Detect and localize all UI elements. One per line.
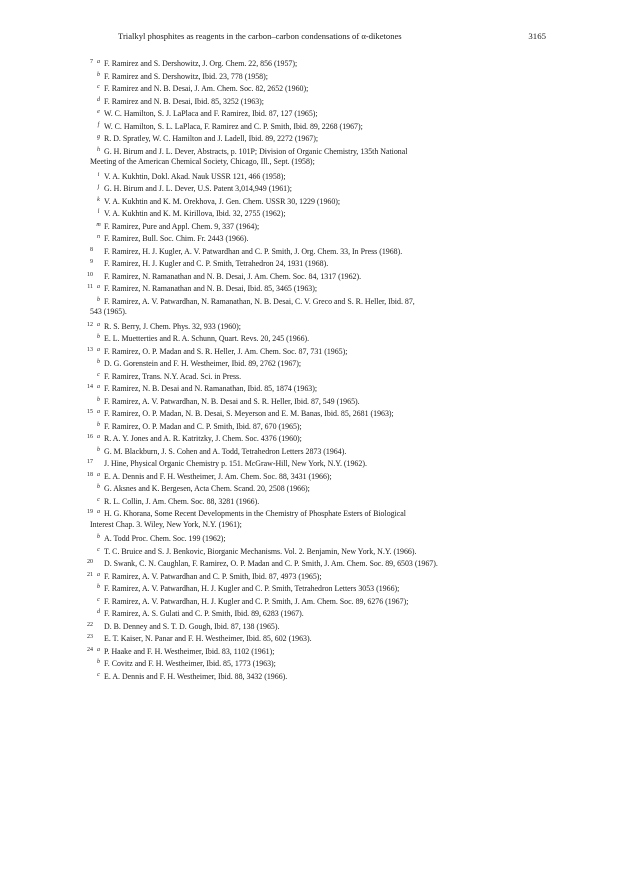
page-number: 3165 <box>528 31 546 41</box>
reference-letter: b <box>97 334 100 340</box>
reference-number: 7 <box>90 59 93 65</box>
reference-text: F. Ramirez, H. J. Kugler and C. P. Smith, Tetrahedron 24, 1931 (1968). <box>104 259 329 268</box>
reference-text: D. Swank, C. N. Caughlan, F. Ramirez, O. P. Madan and C. P. Smith, J. Am. Chem. Soc. 89, 6503 (1967). <box>104 559 438 568</box>
reference-text: F. Ramirez, A. V. Patwardhan, N. B. Desai and S. R. Heller, Ibid. 87, 549 (1965). <box>104 396 360 406</box>
reference-letter: a <box>97 284 100 290</box>
reference-entry <box>79 506 406 518</box>
reference-continuation <box>90 519 242 531</box>
reference-letter: b <box>97 421 100 428</box>
reference-text: H. G. Khorana, Some Recent Developments in the Chemistry of Phosphate Esters of Biological <box>104 509 406 518</box>
reference-number: 23 <box>87 634 93 640</box>
reference-entry <box>79 206 286 218</box>
reference-letter: b <box>97 396 100 403</box>
reference-text: F. Ramirez, A. V. Patwardhan, H. J. Kugler and C. P. Smith, Tetrahedron Letters 3053 (1966); <box>104 584 400 593</box>
reference-text: E. A. Dennis and F. H. Westheimer, J. Am. Chem. Soc. 88, 3431 (1966); <box>104 471 332 481</box>
reference-text: V. A. Kukhtin and K. M. Kirillova, Ibid. 32, 2755 (1962); <box>104 209 286 218</box>
reference-letter: g <box>97 134 100 140</box>
reference-entry <box>79 56 297 68</box>
reference-entry <box>79 331 309 343</box>
reference-entry <box>79 319 241 331</box>
reference-entry <box>79 244 402 256</box>
reference-text: F. Ramirez, A. V. Patwardhan, N. Ramanathan, N. B. Desai, C. V. Greco and S. R. Heller, Ibid. 87, <box>104 296 415 306</box>
reference-text: V. A. Kukhtin, Dokl. Akad. Nauk USSR 121, 466 (1958); <box>104 171 286 181</box>
reference-entry <box>79 81 308 93</box>
reference-entry <box>79 94 264 106</box>
reference-text: F. Ramirez, Bull. Soc. Chim. Fr. 2443 (1966). <box>104 234 249 243</box>
reference-text: F. Ramirez, N. Ramanathan and N. B. Desai, Ibid. 85, 3465 (1963); <box>104 284 318 293</box>
reference-letter: i <box>97 171 100 178</box>
reference-text: T. C. Bruice and S. J. Benkovic, Biorganic Mechanisms. Vol. 2. Benjamin, New York, N.Y. (1966). <box>104 546 417 556</box>
reference-letter: a <box>97 434 100 440</box>
reference-number: 21 <box>87 571 93 578</box>
reference-number: 18 <box>87 471 93 478</box>
reference-letter: a <box>97 646 100 653</box>
reference-entry <box>79 606 304 618</box>
reference-letter: a <box>97 409 100 415</box>
reference-text: F. Ramirez, A. S. Gulati and C. P. Smith, Ibid. 89, 6283 (1967). <box>104 609 304 618</box>
reference-entry <box>79 531 226 543</box>
reference-entry <box>79 294 415 306</box>
reference-number: 11 <box>87 284 93 290</box>
reference-text: W. C. Hamilton, S. J. LaPlaca and F. Ramirez, Ibid. 87, 127 (1965); <box>104 109 318 118</box>
reference-letter: b <box>97 71 100 78</box>
reference-entry <box>79 406 394 418</box>
reference-entry <box>79 394 360 406</box>
reference-text: G. Aksnes and K. Bergesen, Acta Chem. Scand. 20, 2508 (1966); <box>104 484 310 493</box>
reference-number: 10 <box>87 271 93 278</box>
reference-entry <box>79 594 408 606</box>
reference-entry <box>79 219 259 231</box>
reference-text: G. M. Blackburn, J. S. Cohen and A. Todd, Tetrahedron Letters 2873 (1964). <box>104 446 347 456</box>
reference-text: D. G. Gorenstein and F. H. Westheimer, Ibid. 89, 2762 (1967); <box>104 359 302 368</box>
reference-number: 12 <box>87 321 93 328</box>
reference-text: F. Ramirez and S. Dershowitz, Ibid. 23, 778 (1958); <box>104 71 268 81</box>
reference-letter: b <box>97 296 100 303</box>
reference-number: 22 <box>87 621 93 628</box>
reference-text: R. A. Y. Jones and A. R. Katritzky, J. Chem. Soc. 4376 (1960); <box>104 434 302 443</box>
reference-entry <box>79 144 407 156</box>
reference-entry <box>79 631 312 643</box>
reference-entry <box>79 644 274 656</box>
reference-text: F. Ramirez, O. P. Madan and S. R. Heller, J. Am. Chem. Soc. 87, 731 (1965); <box>104 346 348 356</box>
reference-entry <box>79 369 241 381</box>
reference-entry <box>79 419 302 431</box>
reference-number: 14 <box>87 384 93 390</box>
reference-letter: n <box>97 234 100 240</box>
reference-entry <box>79 169 286 181</box>
reference-letter: c <box>97 671 100 678</box>
reference-entry <box>79 131 318 143</box>
reference-text: J. Hine, Physical Organic Chemistry p. 151. McGraw-Hill, New York, N.Y. (1962). <box>104 459 367 468</box>
reference-entry <box>79 381 317 393</box>
reference-entry <box>79 656 276 668</box>
reference-letter: e <box>97 109 100 115</box>
reference-text: W. C. Hamilton, S. L. LaPlaca, F. Ramirez and C. P. Smith, Ibid. 89, 2268 (1967); <box>104 121 363 131</box>
reference-entry <box>79 544 416 556</box>
reference-text: F. Ramirez and N. B. Desai, J. Am. Chem. Soc. 82, 2652 (1960); <box>104 84 309 93</box>
reference-text: F. Covitz and F. H. Westheimer, Ibid. 85, 1773 (1963); <box>104 659 276 668</box>
reference-letter: k <box>97 196 100 203</box>
reference-text: F. Ramirez, H. J. Kugler, A. V. Patwardhan and C. P. Smith, J. Org. Chem. 33, In Press (1968). <box>104 246 403 256</box>
reference-entry <box>79 456 367 468</box>
reference-letter: a <box>97 346 100 353</box>
reference-entry <box>79 619 279 631</box>
reference-letter: b <box>97 446 100 453</box>
reference-text: V. A. Kukhtin and K. M. Orekhova, J. Gen. Chem. USSR 30, 1229 (1960); <box>104 196 341 206</box>
reference-number: 13 <box>87 346 93 353</box>
reference-entry <box>79 569 322 581</box>
reference-entry <box>79 481 310 493</box>
reference-entry <box>79 469 332 481</box>
reference-text: R. S. Berry, J. Chem. Phys. 32, 933 (1960); <box>104 321 241 331</box>
reference-text: A. Todd Proc. Chem. Soc. 199 (1962); <box>104 534 226 543</box>
reference-entry <box>79 269 361 281</box>
reference-text: F. Ramirez and S. Dershowitz, J. Org. Chem. 22, 856 (1957); <box>104 59 298 68</box>
reference-text: Meeting of the American Chemical Society, Chicago, Ill., Sept. (1958); <box>90 157 315 166</box>
reference-letter: a <box>97 384 100 390</box>
reference-number: 17 <box>87 459 93 465</box>
reference-letter: c <box>97 496 100 503</box>
reference-letter: b <box>97 584 100 590</box>
reference-letter: c <box>97 596 100 603</box>
reference-text: G. H. Birum and J. L. Dever, U.S. Patent 3,014,949 (1961); <box>104 184 292 193</box>
reference-text: G. H. Birum and J. L. Dever, Abstracts, p. 101P; Division of Organic Chemistry, 135th National <box>104 146 408 156</box>
reference-letter: d <box>97 96 100 103</box>
reference-entry <box>79 69 268 81</box>
reference-text: 543 (1965). <box>90 307 127 316</box>
reference-entry <box>79 256 328 268</box>
reference-text: F. Ramirez, A. V. Patwardhan and C. P. Smith, Ibid. 87, 4973 (1965); <box>104 571 322 581</box>
reference-entry <box>79 344 347 356</box>
reference-text: P. Haake and F. H. Westheimer, Ibid. 83, 1102 (1961); <box>104 646 275 656</box>
reference-number: 24 <box>87 646 93 653</box>
reference-text: R. L. Collin, J. Am. Chem. Soc. 88, 3281 (1966). <box>104 496 260 506</box>
reference-entry <box>79 444 346 456</box>
reference-entry <box>79 356 301 368</box>
reference-entry <box>79 281 317 293</box>
reference-letter: b <box>97 359 100 365</box>
reference-letter: h <box>97 146 100 153</box>
reference-text: D. B. Denney and S. T. D. Gough, Ibid. 87, 138 (1965). <box>104 621 280 631</box>
reference-text: F. Ramirez, N. B. Desai and N. Ramanathan, Ibid. 85, 1874 (1963); <box>104 384 318 393</box>
reference-text: F. Ramirez, O. P. Madan and C. P. Smith, Ibid. 87, 670 (1965); <box>104 421 302 431</box>
reference-entry <box>79 119 363 131</box>
reference-entry <box>79 231 248 243</box>
reference-number: 19 <box>87 509 93 515</box>
reference-entry <box>79 556 438 568</box>
reference-text: Interest Chap. 3. Wiley, New York, N.Y. (1961); <box>90 519 242 529</box>
reference-number: 8 <box>90 246 93 253</box>
reference-letter: a <box>97 471 100 478</box>
reference-letter: a <box>97 509 100 515</box>
reference-letter: c <box>97 546 100 553</box>
reference-text: F. Ramirez, A. V. Patwardhan, H. J. Kugler and C. P. Smith, J. Am. Chem. Soc. 89, 6276 (1967); <box>104 596 409 606</box>
running-header <box>118 31 546 45</box>
reference-entry <box>79 194 340 206</box>
reference-text: F. Ramirez, N. Ramanathan and N. B. Desai, J. Am. Chem. Soc. 84, 1317 (1962). <box>104 271 362 281</box>
reference-text: E. T. Kaiser, N. Panar and F. H. Westheimer, Ibid. 85, 602 (1963). <box>104 634 312 643</box>
reference-letter: b <box>97 484 100 490</box>
reference-letter: c <box>97 84 100 90</box>
reference-letter: b <box>97 534 100 540</box>
reference-letter: a <box>97 571 100 578</box>
reference-entry <box>79 581 399 593</box>
running-title: Trialkyl phosphites as reagents in the carbon–carbon condensations of α-diketones <box>118 31 402 41</box>
reference-entry <box>79 106 318 118</box>
reference-text: E. L. Muetterties and R. A. Schunn, Quart. Revs. 20, 245 (1966). <box>104 334 310 343</box>
reference-continuation <box>90 156 315 168</box>
reference-entry <box>79 669 287 681</box>
reference-letter: a <box>97 59 100 65</box>
reference-text: F. Ramirez, O. P. Madan, N. B. Desai, S. Meyerson and E. M. Banas, Ibid. 85, 2681 (1963); <box>104 409 394 418</box>
reference-entry <box>79 494 259 506</box>
reference-letter: d <box>97 609 100 615</box>
reference-entry <box>79 181 292 193</box>
reference-letter: l <box>97 209 100 215</box>
reference-text: F. Ramirez, Trans. N.Y. Acad. Sci. in Press. <box>104 371 242 381</box>
reference-letter: c <box>97 371 100 378</box>
reference-text: R. D. Spratley, W. C. Hamilton and J. Ladell, Ibid. 89, 2272 (1967); <box>104 134 319 143</box>
reference-number: 20 <box>87 559 93 565</box>
reference-letter: m <box>96 221 101 228</box>
reference-text: F. Ramirez and N. B. Desai, Ibid. 85, 3252 (1963); <box>104 96 265 106</box>
reference-letter: j <box>97 184 100 190</box>
reference-entry <box>79 431 302 443</box>
reference-letter: f <box>97 121 100 128</box>
reference-text: F. Ramirez, Pure and Appl. Chem. 9, 337 (1964); <box>104 221 260 231</box>
reference-number: 15 <box>87 409 93 415</box>
reference-letter: b <box>97 659 100 665</box>
reference-text: E. A. Dennis and F. H. Westheimer, Ibid. 88, 3432 (1966). <box>104 671 288 681</box>
reference-number: 16 <box>87 434 93 440</box>
reference-letter: a <box>97 321 100 328</box>
reference-continuation <box>90 306 127 318</box>
reference-number: 9 <box>90 259 93 265</box>
